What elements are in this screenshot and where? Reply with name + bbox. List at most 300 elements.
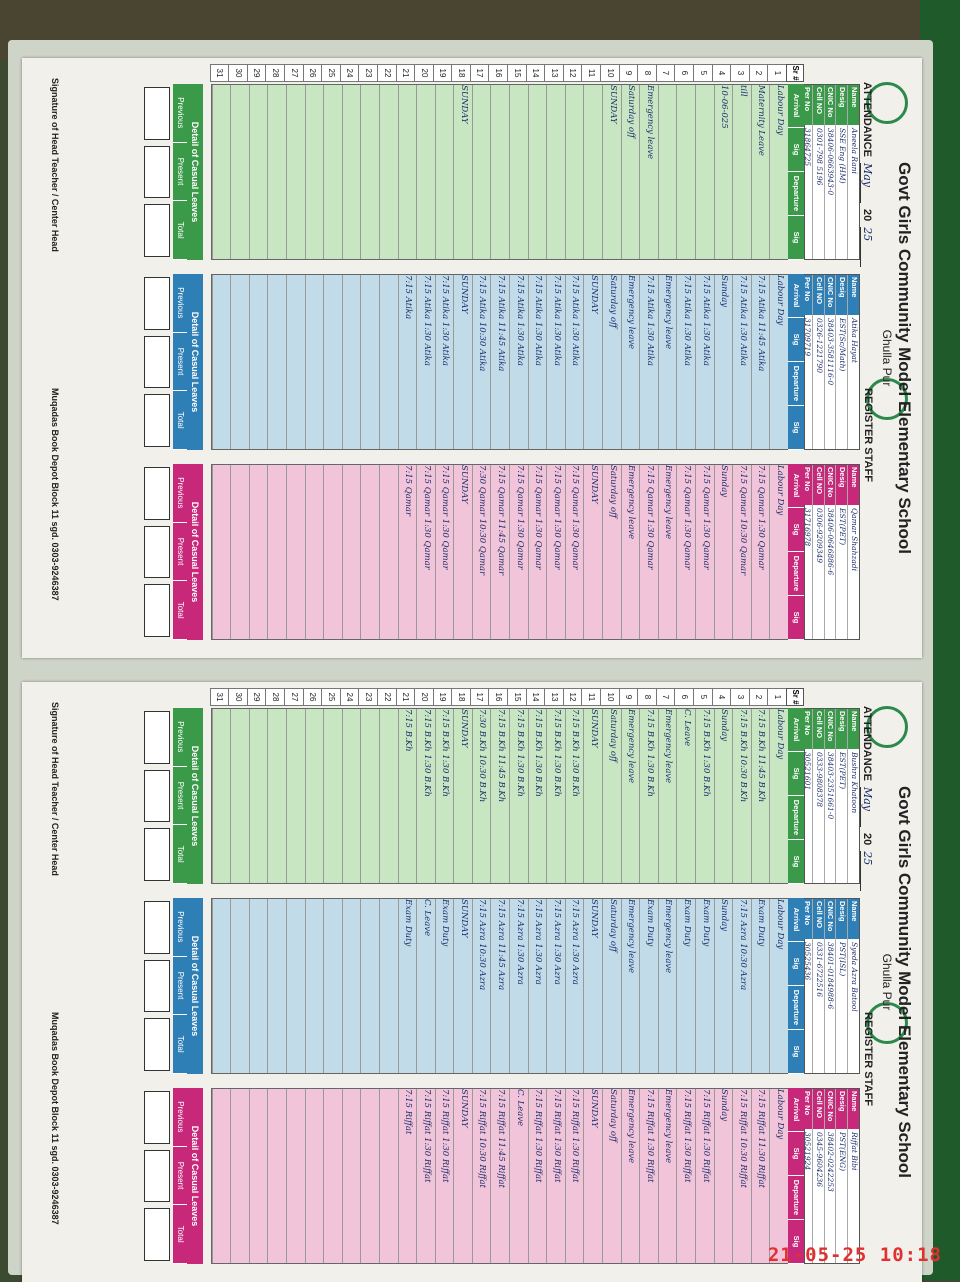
attendance-row [583, 899, 602, 1073]
info-row-name [847, 465, 859, 639]
column-header: Departure [788, 1176, 804, 1220]
attendance-row [565, 899, 584, 1073]
attendance-row [305, 85, 324, 259]
info-label: Per No [801, 709, 812, 749]
attendance-entry [510, 85, 528, 259]
attendance-label: ATTENDANCE [861, 82, 873, 157]
attendance-entry [584, 85, 602, 259]
attendance-row [249, 85, 268, 259]
attendance-entry: C. Leave [421, 899, 432, 937]
attendance-row [583, 1089, 602, 1263]
attendance-row [769, 1089, 788, 1263]
attendance-entry: Labour Day [775, 275, 785, 326]
attendance-entry: SUNDAY [458, 709, 469, 748]
attendance-entry: Labour Day [775, 85, 785, 136]
attendance-row [416, 709, 435, 883]
info-value-desig: EST(Sc/Math) [838, 318, 848, 372]
column-headers [788, 708, 804, 884]
attendance-row [435, 899, 454, 1073]
attendance-entry: Emergency leave [626, 275, 637, 350]
attendance-entry: 7:15 Riffat 10:30 Riffat [737, 1089, 748, 1188]
info-row-cnic [824, 1089, 836, 1263]
info-label: Per No [801, 465, 812, 505]
info-value-per: 31709719 [802, 318, 812, 357]
sr-number: 18 [451, 64, 470, 82]
staff-panel [141, 708, 860, 884]
attendance-row [602, 275, 621, 449]
column-header: Departure [788, 796, 804, 840]
attendance-entry: Emergency leave [644, 85, 655, 160]
attendance-row [528, 709, 547, 883]
column-header: Departure [788, 172, 804, 216]
column-header: Sig [788, 1030, 804, 1074]
attendance-row [249, 465, 268, 639]
attendance-row [676, 899, 695, 1073]
attendance-row [491, 1089, 510, 1263]
attendance-row [546, 275, 565, 449]
attendance-row [267, 85, 286, 259]
sr-number: 22 [377, 64, 396, 82]
attendance-entry: Labour Day [775, 465, 785, 516]
staff-info [804, 464, 860, 640]
attendance-row [379, 275, 398, 449]
staff-panel [141, 464, 860, 640]
info-label: CNIC No [825, 465, 836, 505]
sr-number: 6 [674, 688, 693, 706]
sr-header: Sr # [786, 64, 804, 82]
info-label: CNIC No [825, 1089, 836, 1129]
attendance-entry: 7:15 Riffat 1:30 Riffat [700, 1089, 711, 1183]
info-label: Name [848, 1089, 859, 1129]
attendance-entry: 7:15 B.Kh 1:30 B.Kh [644, 709, 655, 797]
attendance-row [323, 709, 342, 883]
info-row-cell [812, 85, 824, 259]
attendance-entry: Sunday [719, 465, 730, 498]
attendance-entry: Labour Day [775, 1089, 785, 1140]
casual-leave-box [144, 1208, 170, 1261]
casual-leave-columns [173, 464, 187, 640]
attendance-entry: 7:15 Atika 1:30 Atika [551, 275, 562, 366]
casual-leave-box [144, 828, 170, 881]
attendance-entry: 7:15 Atika 1:30 Atika [440, 275, 451, 366]
attendance-entry: Exam Duty [440, 899, 451, 947]
sr-number: 23 [358, 64, 377, 82]
casual-leave-col: Total [173, 581, 187, 640]
attendance-entry: 7:15 Riffat 1:30 Riffat [533, 1089, 544, 1183]
casual-leave-box [144, 1091, 170, 1144]
info-value-per: 30521601 [802, 752, 812, 791]
attendance-row [360, 709, 379, 883]
staff-info [804, 708, 860, 884]
attendance-row [658, 1089, 677, 1263]
sr-number: 1 [767, 688, 786, 706]
attendance-row [528, 899, 547, 1073]
sr-number: 2 [749, 688, 768, 706]
casual-leave-boxes [141, 84, 173, 260]
info-value-cnic: 38401-0184988-6 [826, 942, 836, 1010]
attendance-row [509, 709, 528, 883]
attendance-entry: Saturday off [607, 1089, 618, 1142]
sr-number: 3 [730, 688, 749, 706]
column-headers [788, 464, 804, 640]
info-label: Cell NO [813, 899, 824, 939]
year-prefix: 20 [861, 208, 873, 222]
attendance-entry: 7:15 Atika 1:30 Atika [421, 275, 432, 366]
info-value-cell: 0331-6722516 [814, 942, 824, 998]
info-row-cell [812, 465, 824, 639]
attendance-entry: 7:15 Qamar [403, 465, 414, 517]
attendance-row [621, 275, 640, 449]
info-row-cell [812, 709, 824, 883]
attendance-entry: 7:15 Qamar 1:30 Qamar [514, 465, 525, 570]
info-value-per: 30521924 [802, 1132, 812, 1171]
info-value-desig: EST(PET) [838, 752, 848, 789]
attendance-entry: 10-06-025 [719, 85, 730, 129]
casual-leave-col: Present [173, 767, 187, 826]
info-row-desig [835, 899, 847, 1073]
casual-leave-col: Previous [173, 898, 187, 957]
casual-leave-col: Previous [173, 1088, 187, 1147]
attendance-row [323, 899, 342, 1073]
attendance-entry: 7:15 Atika 1:30 Atika [514, 275, 525, 366]
info-value-cell: 0326-1221790 [814, 318, 824, 374]
attendance-row [751, 465, 770, 639]
info-value-per: 30525436 [802, 942, 812, 981]
casual-leave-columns [173, 274, 187, 450]
sr-number: 24 [340, 688, 359, 706]
column-header: Sig [788, 840, 804, 884]
attendance-row [565, 1089, 584, 1263]
attendance-entry: till [737, 85, 748, 97]
info-label: Desig [836, 465, 847, 505]
attendance-row [658, 899, 677, 1073]
attendance-row [249, 709, 268, 883]
attendance-entry: Saturday off [607, 465, 618, 518]
info-label: CNIC No [825, 275, 836, 315]
attendance-row [342, 275, 361, 449]
attendance-entry: Saturday off [626, 85, 637, 138]
info-label: Per No [801, 85, 812, 125]
attendance-row [695, 85, 714, 259]
info-row-cnic [824, 465, 836, 639]
attendance-row [435, 1089, 454, 1263]
casual-leave-box [144, 960, 170, 1013]
column-header: Departure [788, 552, 804, 596]
attendance-row [546, 1089, 565, 1263]
attendance-row [305, 465, 324, 639]
attendance-row [546, 709, 565, 883]
attendance-entry: 7:15 Qamar 1:30 Qamar [682, 465, 693, 570]
attendance-row [658, 275, 677, 449]
sr-number: 17 [470, 64, 489, 82]
attendance-row [676, 275, 695, 449]
attendance-entry: 7:15 Azra 10:30 Azra [737, 899, 748, 991]
attendance-entry: Exam Duty [403, 899, 414, 947]
attendance-entry: C. Leave [682, 709, 693, 747]
column-headers [788, 84, 804, 260]
casual-leave-col: Present [173, 957, 187, 1016]
info-value-cell: 0345-9604236 [814, 1132, 824, 1188]
column-header: Departure [788, 362, 804, 406]
signature-line: Signature of Head Teacher / Center Head [50, 78, 60, 252]
attendance-entry: Labour Day [775, 709, 785, 760]
attendance-header [860, 82, 874, 273]
attendance-entry: SUNDAY [458, 85, 469, 124]
info-row-desig [835, 1089, 847, 1263]
casual-leave-box [144, 584, 170, 637]
attendance-row [769, 85, 788, 259]
attendance-entry: 7:15 Qamar 1:30 Qamar [421, 465, 432, 570]
attendance-row [435, 709, 454, 883]
info-row-name [847, 1089, 859, 1263]
sr-number: 15 [507, 688, 526, 706]
attendance-row [639, 1089, 658, 1263]
attendance-row [602, 1089, 621, 1263]
info-row-cell [812, 275, 824, 449]
info-row-cnic [824, 709, 836, 883]
attendance-entry: SUNDAY [458, 275, 469, 314]
attendance-entry [529, 85, 547, 259]
attendance-row [676, 465, 695, 639]
attendance-row [398, 709, 417, 883]
attendance-entry: 7:15 Riffat 1:30 Riffat [644, 1089, 655, 1183]
attendance-row [453, 1089, 472, 1263]
casual-leave-title: Detail of Casual Leaves [187, 898, 203, 1074]
attendance-row [472, 465, 491, 639]
attendance-row [621, 85, 640, 259]
attendance-row [453, 275, 472, 449]
attendance-entry: 7:15 B.Kh 1:30 B.Kh [533, 709, 544, 797]
casual-leave-col: Total [173, 1205, 187, 1264]
attendance-row [323, 465, 342, 639]
sr-number: 19 [433, 64, 452, 82]
sr-number: 8 [637, 688, 656, 706]
attendance-entry [677, 85, 695, 259]
attendance-row [267, 465, 286, 639]
attendance-row [360, 275, 379, 449]
attendance-row [212, 85, 231, 259]
attendance-row [230, 465, 249, 639]
info-label: Cell NO [813, 1089, 824, 1129]
attendance-entry [659, 85, 677, 259]
casual-leaves [141, 274, 203, 450]
attendance-row [565, 85, 584, 259]
attendance-row [435, 85, 454, 259]
staff-panel [141, 898, 860, 1074]
attendance-row [305, 1089, 324, 1263]
info-row-name [847, 275, 859, 449]
sr-number: 21 [396, 688, 415, 706]
month-value: May [860, 163, 874, 203]
attendance-entry: 7:15 B.Kh 10:30 B.Kh [737, 709, 748, 803]
sr-number: 10 [600, 688, 619, 706]
sr-number: 9 [619, 688, 638, 706]
info-value-desig: PST(ENG) [838, 1132, 848, 1172]
sr-number: 11 [581, 64, 600, 82]
attendance-entry [473, 85, 491, 259]
casual-leave-col: Previous [173, 84, 187, 143]
attendance-entry: 7:30 B.Kh 10:30 B.Kh [477, 709, 488, 803]
attendance-entry: 7:15 Qamar 11:45 Qamar [496, 465, 507, 576]
sr-number: 30 [228, 688, 247, 706]
column-header: Sig [788, 128, 804, 172]
attendance-row [732, 275, 751, 449]
attendance-entry: SUNDAY [458, 465, 469, 504]
sr-number: 25 [321, 688, 340, 706]
column-header: Sig [788, 508, 804, 552]
attendance-label: ATTENDANCE [861, 706, 873, 781]
column-header: Arrival [788, 708, 804, 752]
attendance-row [751, 899, 770, 1073]
casual-leaves [141, 708, 203, 884]
casual-leave-col: Previous [173, 708, 187, 767]
casual-leave-title: Detail of Casual Leaves [187, 274, 203, 450]
attendance-row [695, 1089, 714, 1263]
attendance-entry: 7:15 B.Kh 1:30 B.Kh [440, 709, 451, 797]
year-value: 25 [860, 227, 874, 267]
sr-number: 27 [284, 688, 303, 706]
attendance-row [583, 465, 602, 639]
info-value-per: 31864725 [802, 128, 812, 167]
attendance-row [416, 899, 435, 1073]
casual-leave-box [144, 770, 170, 823]
casual-leave-box [144, 204, 170, 257]
sr-number: 31 [210, 688, 229, 706]
column-header: Sig [788, 318, 804, 362]
attendance-entry: SUNDAY [589, 1089, 600, 1128]
attendance-entry: SUNDAY [458, 1089, 469, 1128]
attendance-rows [211, 274, 788, 450]
sr-number: 19 [433, 688, 452, 706]
column-header: Sig [788, 216, 804, 260]
attendance-row [583, 709, 602, 883]
attendance-row [342, 465, 361, 639]
attendance-row [416, 1089, 435, 1263]
info-value-desig: SSE Eng (HM) [838, 128, 848, 184]
info-label: CNIC No [825, 899, 836, 939]
info-row-desig [835, 709, 847, 883]
casual-leave-title: Detail of Casual Leaves [187, 1088, 203, 1264]
attendance-row [472, 1089, 491, 1263]
attendance-row [398, 85, 417, 259]
casual-leave-title: Detail of Casual Leaves [187, 708, 203, 884]
attendance-row [769, 465, 788, 639]
attendance-row [379, 1089, 398, 1263]
attendance-row [491, 709, 510, 883]
attendance-row [286, 275, 305, 449]
attendance-row [491, 465, 510, 639]
info-label: Name [848, 275, 859, 315]
attendance-entry: Sunday [719, 709, 730, 742]
sr-number: 2 [749, 64, 768, 82]
info-row-cell [812, 1089, 824, 1263]
casual-leave-col: Present [173, 143, 187, 202]
attendance-entry: 7:15 Atika [403, 275, 414, 320]
attendance-row [212, 275, 231, 449]
attendance-row [472, 85, 491, 259]
attendance-entry: C. Leave [514, 1089, 525, 1127]
sr-number: 20 [414, 688, 433, 706]
sr-number: 15 [507, 64, 526, 82]
casual-leave-col: Present [173, 1147, 187, 1206]
casual-leave-boxes [141, 464, 173, 640]
info-value-per: 31716978 [802, 508, 812, 547]
casual-leave-boxes [141, 274, 173, 450]
attendance-row [305, 709, 324, 883]
register-page-2 [22, 682, 922, 1282]
attendance-entry: 7:15 Atika 1:30 Atika [682, 275, 693, 366]
signature-line: Signature of Head Teacher / Center Head [50, 702, 60, 876]
sr-number: 25 [321, 64, 340, 82]
attendance-entry: Sunday [719, 275, 730, 308]
column-header: Sig [788, 752, 804, 796]
info-label: Cell NO [813, 465, 824, 505]
attendance-row [751, 85, 770, 259]
attendance-entry: 7:15 Azra 1:30 Azra [551, 899, 562, 985]
info-label: Name [848, 899, 859, 939]
attendance-entry: 7:15 Riffat 11:30 Riffat [756, 1089, 767, 1188]
attendance-entry: 7:15 Riffat 1:30 Riffat [421, 1089, 432, 1183]
attendance-entry: 7:15 Azra 1:30 Azra [533, 899, 544, 985]
attendance-row [676, 1089, 695, 1263]
sr-number: 17 [470, 688, 489, 706]
attendance-row [267, 1089, 286, 1263]
attendance-entry: 7:15 Azra 11:45 Azra [496, 899, 507, 991]
attendance-row [658, 709, 677, 883]
casual-leave-box [144, 277, 170, 330]
info-value-cell: 0306-9209349 [814, 508, 824, 564]
sr-number: 4 [712, 688, 731, 706]
attendance-row [565, 275, 584, 449]
attendance-header [860, 706, 874, 897]
staff-panel [141, 1088, 860, 1264]
sr-number: 8 [637, 64, 656, 82]
attendance-row [416, 275, 435, 449]
attendance-row [491, 85, 510, 259]
info-row-cnic [824, 275, 836, 449]
attendance-row [732, 709, 751, 883]
info-label: Per No [801, 275, 812, 315]
attendance-row [695, 465, 714, 639]
attendance-entry: 7:15 B.Kh 11:45 B.Kh [756, 709, 767, 803]
attendance-entry: 7:15 Atika 11:45 Atika [756, 275, 767, 372]
attendance-rows [211, 708, 788, 884]
attendance-row [323, 275, 342, 449]
sr-number: 28 [265, 64, 284, 82]
attendance-row [732, 85, 751, 259]
attendance-row [714, 1089, 733, 1263]
info-label: Name [848, 465, 859, 505]
sr-number: 29 [247, 64, 266, 82]
attendance-row [286, 709, 305, 883]
attendance-entry: Sunday [719, 899, 730, 932]
attendance-row [714, 709, 733, 883]
staff-info [804, 274, 860, 450]
casual-leaves [141, 84, 203, 260]
attendance-rows [211, 898, 788, 1074]
attendance-row [398, 465, 417, 639]
sr-number: 12 [563, 64, 582, 82]
attendance-entry: 7:15 Qamar 1:30 Qamar [756, 465, 767, 570]
sr-number: 30 [228, 64, 247, 82]
month-value: May [860, 787, 874, 827]
attendance-row [695, 709, 714, 883]
sr-number: 3 [730, 64, 749, 82]
casual-leave-box [144, 901, 170, 954]
attendance-row [230, 275, 249, 449]
column-headers [788, 1088, 804, 1264]
attendance-row [714, 85, 733, 259]
